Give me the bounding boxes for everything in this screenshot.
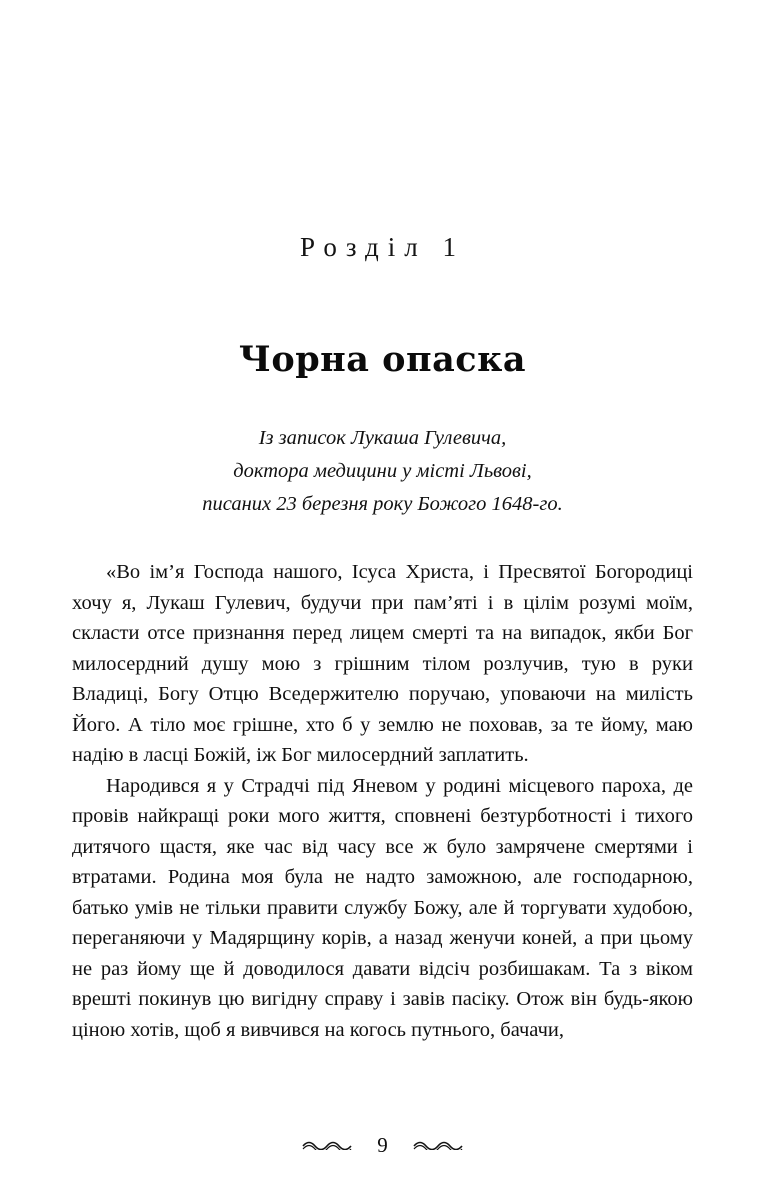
paragraph: «Во ім’я Господа нашого, Ісуса Христа, і Пресвятої Богородиці хочу я, Лукаш Гулевич, будучи при пам’яті і в цілім розумі моїм, скласти отсе признання перед лицем смерті та на випадок, якби Бог милосердний душу мою з грішним тілом розлучив, тую в руки Владиці, Богу Отцю Вседержителю поручаю, уповаючи на милість Його. А тіло моє грішне, хто б у землю не поховав, за те йому, маю надію в ласці Божій, іж Бог милосердний заплатить. — [72, 561, 693, 766]
chapter-label: Розділ 1 — [300, 232, 465, 262]
squiggle-ornament-icon — [408, 1137, 464, 1155]
epigraph-line: писаних 23 березня року Божого 1648-го. — [202, 493, 563, 515]
epigraph — [72, 422, 693, 521]
epigraph-line: доктора медицини у місті Львові, — [233, 460, 532, 482]
paragraph: Народився я у Страдчі під Яневом у родині місцевого пароха, де провів найкращі роки мого життя, сповнені безтурботності і тихого дитячого щастя, яке час від часу все ж було замрячене смертями і втратами. Родина моя була не надто заможною, але господарною, батько умів не тільки правити службу Божу, але й торгувати худобою, переганяючи у Мадярщину корів, а назад женучи коней, а при цьому не раз йому ще й доводилося давати відсіч розбишакам. Та з віком врешті покинув цю вигідну справу і завів пасіку. Отож він будь-якою ціною хотів, щоб я вивчився на когось путнього, бачачи, — [72, 774, 693, 1041]
page-number: 9 — [377, 1133, 388, 1157]
page-footer — [0, 1133, 765, 1158]
body-text — [72, 557, 693, 1045]
squiggle-ornament-icon — [301, 1137, 357, 1155]
epigraph-line: Із записок Лукаша Гулевича, — [258, 427, 507, 449]
chapter-title: Чорна опаска — [238, 339, 527, 380]
